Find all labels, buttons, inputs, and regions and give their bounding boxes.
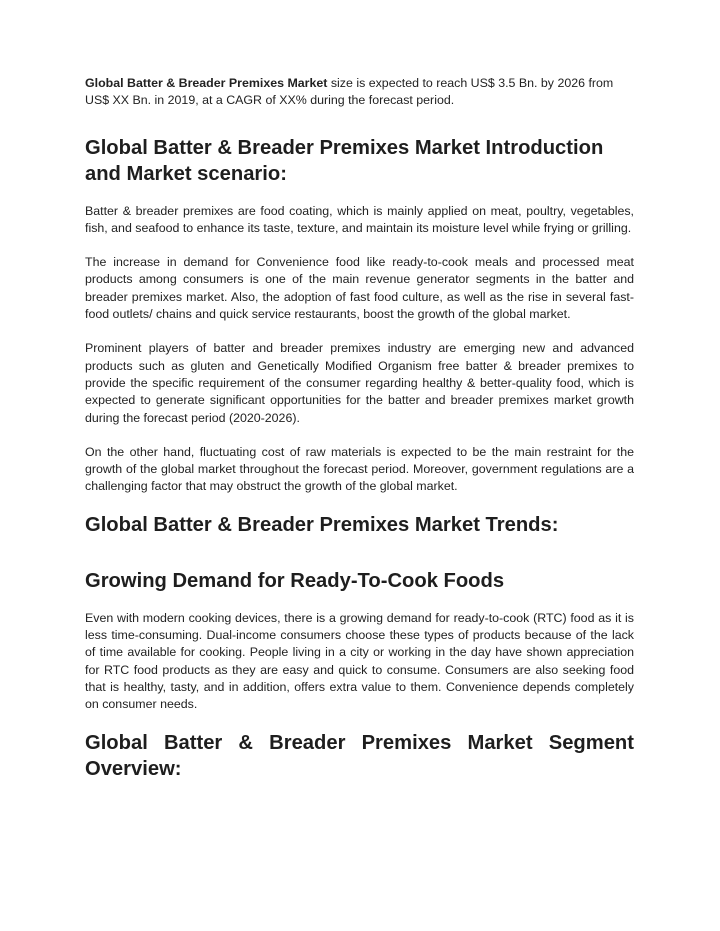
paragraph-definition: Batter & breader premixes are food coating, which is mainly applied on meat, poultry, vegetables, fish, and seafood to enhance its taste, texture, and maintain its moisture level while frying or grilling. [85,203,634,235]
paragraph-players: Prominent players of batter and breader premixes industry are emerging new and advanced products such as gluten and Genetically Modified Organism free batter & breader premixes to provide the specific requirement of the consumer regarding healthy & better-quality food, which is expected to generate significant opportunities for the batter and breader premixes market growth during the forecast period (2020-2026). [85,341,634,425]
intro-paragraph [85,75,634,110]
heading-segment-overview: Global Batter & Breader Premixes Market Segment Overview: [85,731,634,780]
paragraph-demand: The increase in demand for Convenience food like ready-to-cook meals and processed meat products among consumers is one of the main revenue generator segments in the batter and breader premixes market. Also, the adoption of fast food culture, as well as the rise in several fast-food outlets/ chains and quick service restaurants, boost the growth of the global market. [85,255,634,322]
heading-trends: Global Batter & Breader Premixes Market Trends: [85,513,559,536]
heading-ready-to-cook: Growing Demand for Ready-To-Cook Foods [85,569,505,592]
intro-text: size is expected to reach US$ 3.5 Bn. by 2026 from US$ XX Bn. in 2019, at a CAGR of XX% during the forecast period. [85,76,614,108]
paragraph-restraints: On the other hand, fluctuating cost of raw materials is expected to be the main restraint for the growth of the global market throughout the forecast period. Moreover, government regulations are a challenging factor that may obstruct the growth of the global market. [85,444,634,494]
document-page [85,75,634,782]
heading-introduction: Global Batter & Breader Premixes Market Introduction and Market scenario: [85,136,604,185]
paragraph-ready-to-cook: Even with modern cooking devices, there is a growing demand for ready-to-cook (RTC) food as it is less time-consuming. Dual-income consumers choose these types of products because of the lack of time available for cooking. People living in a city or working in the day have shown appreciation for RTC food products as they are easy and quick to consume. Consumers are also seeking food that is healthy, tasty, and in addition, offers extra value to them. Convenience depends completely on consumer needs. [85,610,634,712]
intro-market-name: Global Batter & Breader Premixes Market [85,76,328,90]
